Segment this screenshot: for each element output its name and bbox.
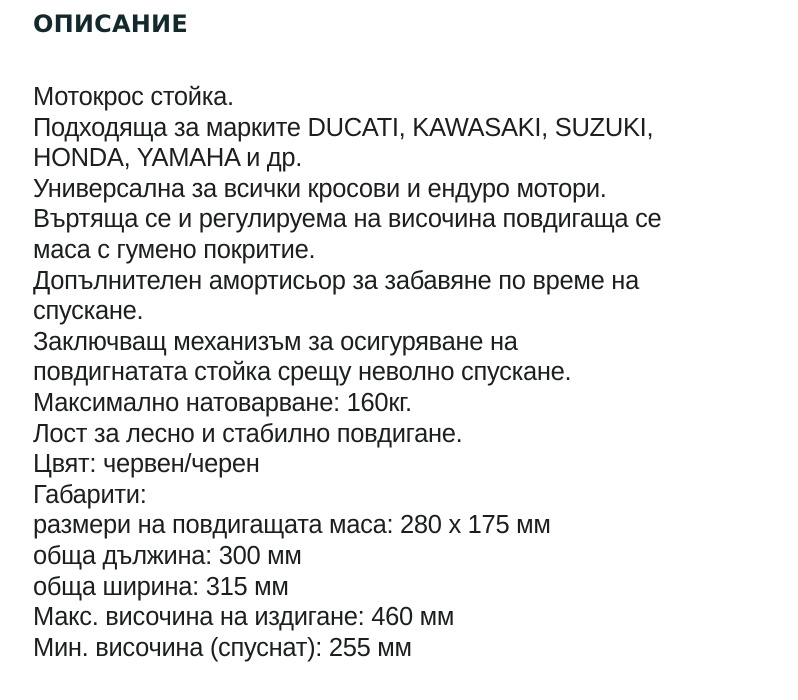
description-line: Въртяща се и регулируема на височина повдигаща се bbox=[33, 205, 662, 234]
description-line: Подходяща за марките DUCATI, KAWASAKI, SUZUKI, bbox=[33, 113, 654, 142]
spec-total-length: обща дължина: 300 мм bbox=[33, 541, 302, 570]
section-title: ОПИСАНИЕ bbox=[33, 10, 188, 38]
spec-color: Цвят: червен/черен bbox=[33, 450, 260, 479]
description-line: спускане. bbox=[33, 297, 144, 326]
spec-max-load: Максимално натоварване: 160кг. bbox=[33, 388, 412, 417]
description-line: повдигнатата стойка срещу неволно спускане. bbox=[33, 358, 572, 387]
spec-total-width: обща ширина: 315 мм bbox=[33, 572, 289, 601]
description-section bbox=[33, 0, 778, 663]
description-line: Лост за лесно и стабилно повдигане. bbox=[33, 419, 463, 448]
spec-table-size: размери на повдигащата маса: 280 x 175 мм bbox=[33, 511, 551, 540]
spec-max-height: Макс. височина на издигане: 460 мм bbox=[33, 603, 455, 632]
description-line: HONDA, YAMAHA и др. bbox=[33, 144, 303, 173]
description-body bbox=[33, 82, 778, 663]
description-line: Мотокрос стойка. bbox=[33, 83, 234, 111]
spec-min-height: Мин. височина (спуснат): 255 мм bbox=[33, 633, 412, 662]
description-line: Универсална за всички кросови и ендуро мотори. bbox=[33, 174, 607, 203]
dimensions-heading: Габарити: bbox=[33, 480, 147, 509]
description-line: Допълнителен амортисьор за забавяне по време на bbox=[33, 266, 639, 295]
description-line: маса с гумено покритие. bbox=[33, 235, 316, 264]
description-line: Заключващ механизъм за осигуряване на bbox=[33, 327, 518, 356]
